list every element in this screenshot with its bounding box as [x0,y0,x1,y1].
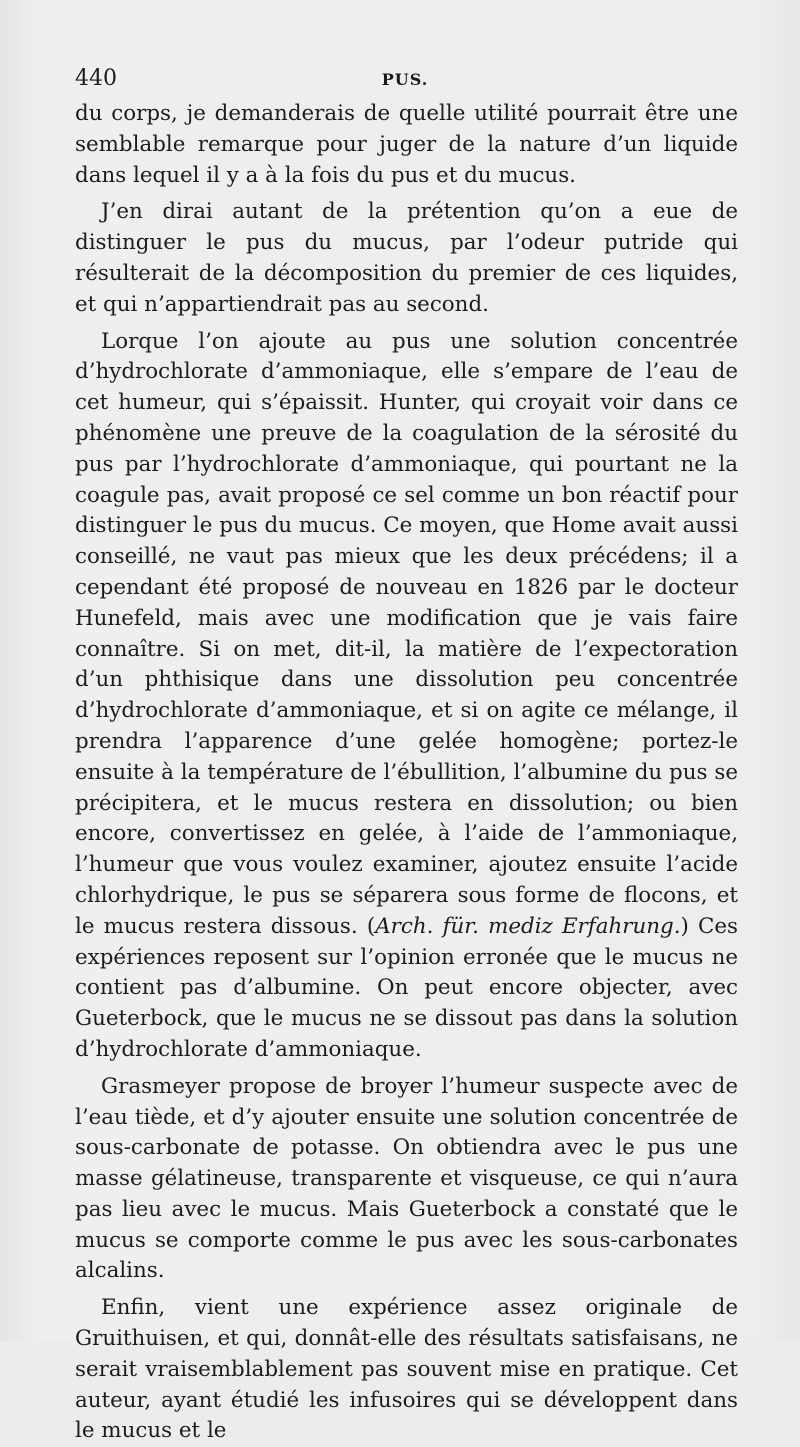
body-text [75,99,738,1447]
paragraph-gruithuisen: Enfin, vient une expérience assez originale de Gruithuisen, et qui, donnât-elle des résultats satisfaisans, ne serait vraisemblablement pas souvent mise en pratique. Cet auteur, ayant étudié les infusoires qui se développent dans le mucus et le [75,1295,738,1444]
paragraph-odeur-putride: J’en dirai autant de la prétention qu’on a eue de distinguer le pus du mucus, par l’odeur putride qui résulterait de la décomposition du premier de ces liquides, et qui n’appartiendrait pas au second. [75,199,738,317]
paragraph-hydrochlorate-text-after: ) Ces expériences reposent sur l’opinion erronée que le mucus ne contient pas d’albumine. On peut encore objecter, avec Gueterbock, que le mucus ne se dissout pas dans la solution d’hydrochlorate d’ammoniaque. [75,913,738,1062]
paragraph-continuation: du corps, je demanderais de quelle utilité pourrait être une semblable remarque pour juger de la nature d’un liquide dans lequel il y a à la fois du pus et du mucus. [75,101,738,188]
paragraph-hydrochlorate-text: Lorque l’on ajoute au pus une solution concentrée d’hydrochlorate d’ammoniaque, elle s’empare de l’eau de cet humeur, qui s’épaissit. Hunter, qui croyait voir dans ce phénomène une preuve de la coagulation de la sérosité du pus par l’hydrochlorate d’ammoniaque, qui pourtant ne la coagule pas, avait proposé ce sel comme un bon réactif pour distinguer le pus du mucus. Ce moyen, que Home avait aussi conseillé, ne vaut pas mieux que les deux précédens; il a cependant été proposé de nouveau en 1826 par le docteur Hunefeld, mais avec une modification que je vais faire connaître. Si on met, dit-il, la matière de l’expectoration d’un phthisique dans une dissolution peu concentrée d’hydrochlorate d’ammoniaque, et si on agite ce mélange, il prendra l’apparence d’une gelée homogène; portez-le ensuite à la température de l’ébullition, l’albumine du pus se précipitera, et le mucus restera en dissolution; ou bien encore, convertissez en gelée, à l’aide de l’ammoniaque, l’humeur que vous voulez examiner, ajoutez ensuite l’acide chlorhydrique, le pus se séparera sous forme de flocons, et le mucus restera dissous. ( [75,328,738,939]
page-number: 440 [75,66,117,91]
citation-reference: Arch. für. mediz Erfahrung. [375,913,681,939]
running-head: PUS. [381,70,429,89]
paragraph-hydrochlorate [75,327,738,1066]
paragraph-grasmeyer: Grasmeyer propose de broyer l’humeur suspecte avec de l’eau tiède, et d’y ajouter ensuite une solution concentrée de sous-carbonate de potasse. On obtiendra avec le pus une masse gélatineuse, transparente et visqueuse, ce qui n’aura pas lieu avec le mucus. Mais Gueterbock a constaté que le mucus se comporte comme le pus avec les sous-carbonates alcalins. [75,1073,738,1284]
page-header [75,66,735,96]
